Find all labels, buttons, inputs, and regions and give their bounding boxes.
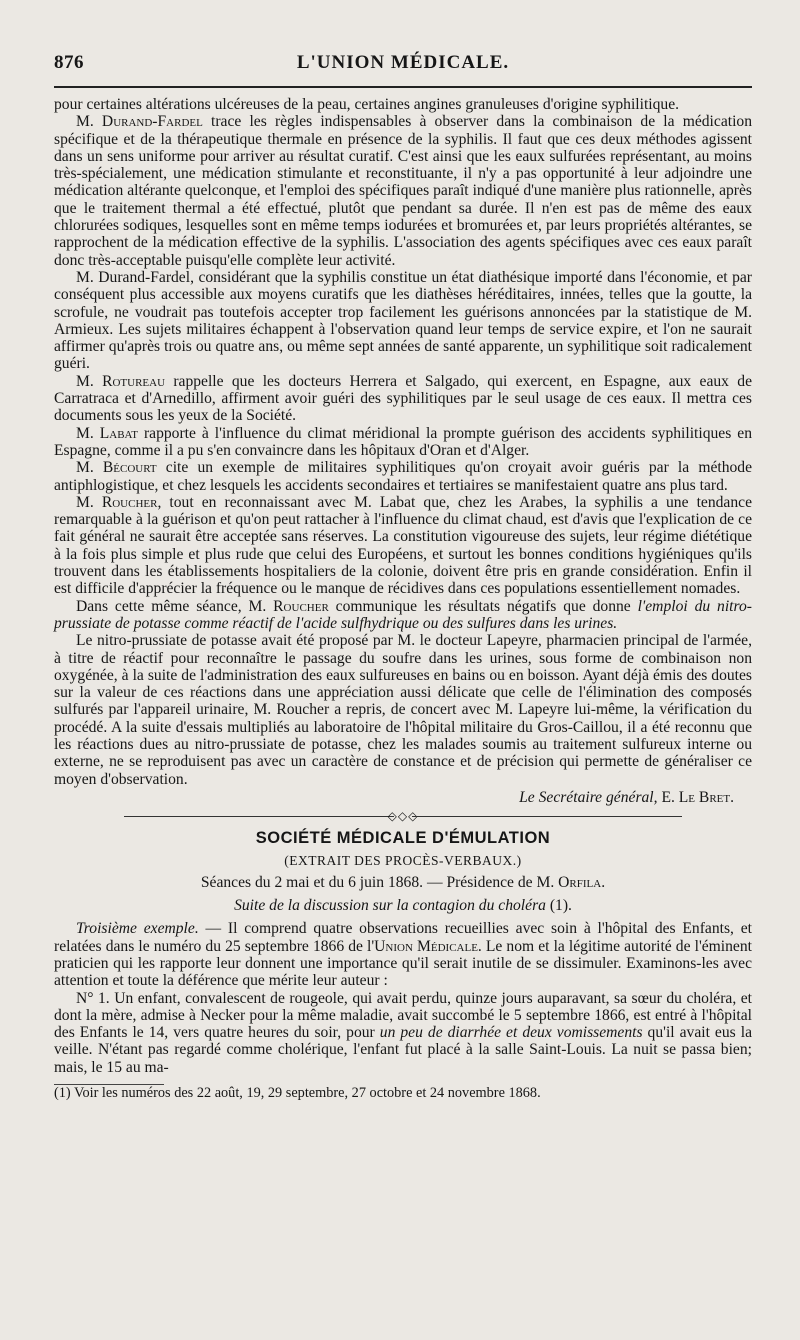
paragraph-text: , tout en reconnaissant avec M. Labat que, chez les Arabes, la syphilis a une tendance remarquable à la guérison et qu'on peut rattacher à l'influence du climat chaud, est d'avis que l'explication de ce fait général ne saurait être acceptée sans réserves. La constitution vigoureuse des sujets, leur régime diététique à la fois plus simple et plus rude que celui des Européens, et surtout les bonnes conditions hygiéniques qu'ils trouvent dans les établissements hospitaliers de la colonie, doivent être pris en grande considération. Enfin il est difficile d'apprécier la fréquence ou le manque de récidives dans ces populations essentiellement nomades.	[54, 493, 752, 598]
speaker-name: M. Roucher	[76, 493, 158, 511]
paragraph-text: rapporte à l'influence du climat méridional la prompte guérison des accidents syphilitiques en Espagne, comme il a pu s'en convaincre dans les hôpitaux d'Oran et d'Alger.	[54, 424, 752, 459]
speaker-name: M. Labat	[76, 424, 138, 442]
section-subtitle: (EXTRAIT DES PROCÈS-VERBAUX.)	[284, 853, 522, 869]
session-text-end: .	[601, 873, 606, 891]
discussion-title	[54, 897, 752, 914]
paragraph-text: communique les résultats négatifs que donne	[328, 597, 638, 615]
footnote: (1) Voir les numéros des 22 août, 19, 29 septembre, 27 octobre et 24 novembre 1868.	[54, 1085, 541, 1102]
paragraph-text: trace les règles indispensables à observer dans la combinaison de la médication spécifique et de la thérapeutique thermale en présence de la syphilis. Il faut que ces deux méthodes agissent dans un sens uniforme pour arriver au résultat curatif. C'est ainsi que les eaux sulfurées représentant, au moins très-spécialement, une médication stimulante et reconstituante, il n'y a pas opportunité à leur adjoindre une médication altérante quelconque, et l'emploi des spécifiques paraît indiqué d'une manière plus rationnelle, après que le traitement thermal a été effectué, plutôt que pendant sa durée. Il n'en est pas de même des eaux chlorurées sodiques, lesquelles sont en même temps iodurées et bromurées et, par leurs propriétés altérantes, se rapprochent de la médication effective de la syphilis. L'association des agents spécifiques avec ces eaux paraît donc très-acceptable puisqu'elle complète leur activité.	[54, 113, 752, 269]
speaker-name: M. Rotureau	[76, 372, 166, 390]
session-text: Séances du 2 mai et du 6 juin 1868. — Présidence de M.	[200, 873, 559, 891]
journal-title: L'UNION MÉDICALE.	[296, 52, 510, 73]
paragraph-text: Dans cette même séance, M.	[76, 597, 274, 615]
paragraph-troisieme-exemple	[54, 920, 752, 989]
divider-line-right	[412, 816, 682, 817]
italic-phrase: un peu de diarrhée et deux vomissements	[379, 1024, 643, 1042]
speaker-name: M. Durand-Fardel	[76, 113, 203, 131]
example-label: Troisième exemple.	[76, 920, 199, 938]
paragraph-text: rappelle que les docteurs Herrera et Salgado, qui exercent, en Espagne, aux eaux de Carratraca et d'Arnedillo, affirment avoir guéri des syphilitiques par le seul usage de ces eaux. Il mettra ces documents sous les yeux de la Société.	[54, 372, 752, 425]
session-line	[54, 874, 752, 891]
paragraph-nitro-prussiate: Le nitro-prussiate de potasse avait été proposé par M. le docteur Lapeyre, pharmacien principal de l'armée, à titre de réactif pour reconnaître le passage du soufre dans les urines, sous forme de combinaison non oxygénée, à la suite de l'administration des eaux sulfureuses en bains ou en boisson. Ayant déjà émis des doutes sur la valeur de ces réactions dans une appréciation aussi délicate que celle de l'élimination des composés sulfurés par l'appareil urinaire, M. Roucher a repris, de concert avec M. Lapeyre lui-même, la vérification du procédé. A la suite d'essais multipliés au laboratoire de l'hôpital militaire du Gros-Caillou, il a été reconnu que les réactions dues au nitro-prussiate de potasse, chez les malades soumis au traitement sulfureux interne ou externe, ne se reproduisent pas avec un caractère de constance et de précision qui permette de généraliser ce moyen d'observation.	[54, 632, 752, 788]
divider-line-left	[124, 816, 394, 817]
paragraph-seance	[54, 598, 752, 633]
signature-role: Le Secrétaire général,	[519, 788, 658, 806]
paragraph-continuation: pour certaines altérations ulcéreuses de la peau, certaines angines granuleuses d'origine syphilitique.	[54, 96, 680, 113]
paragraph-text: cite un exemple de militaires syphilitiques qu'on croyait avoir guéris par la méthode antiphlogistique, et chez lesquels les accidents secondaires et tertiaires se manifestaient quatre ans plus tard.	[54, 459, 753, 494]
speaker-name: Roucher	[273, 597, 329, 615]
paragraph-text: qu'il avait eus la veille. N'étant pas regardé comme cholérique, l'enfant fut placé à la salle Saint-Louis. La nuit se passa bien; mais, le 15 au ma-	[54, 1024, 752, 1076]
president-name: Orfila	[558, 873, 602, 891]
paragraph-text: — Il comprend quatre observations recueillies avec soin à l'hôpital des Enfants, et relatées dans le numéro du 25 septembre 1866 de l'	[54, 920, 752, 955]
speaker-name: M. Bécourt	[76, 459, 157, 477]
signature-name: Le Bret.	[678, 788, 734, 806]
paragraph-becourt	[54, 459, 752, 494]
footnote-ref: (1).	[545, 897, 572, 915]
italic-phrase: l'emploi du nitro-prussiate de potasse comme réactif de l'acide sulfhydrique ou des sulfures dans les urines.	[54, 597, 752, 632]
paragraph-text: N° 1. Un enfant, convalescent de rougeole, qui avait perdu, quinze jours auparavant, sa sœur du choléra, et dont la mère, admise à Necker pour la même maladie, avait succombé le 5 septembre 1866, est entré à l'hôpital des Enfants le 14, vers quatre heures du soir, pour	[54, 989, 752, 1042]
section-divider-ornament	[54, 809, 752, 824]
signature-initial: E.	[661, 788, 679, 806]
page-number: 876	[54, 52, 84, 73]
discussion-title-text: Suite de la discussion sur la contagion du choléra	[234, 897, 546, 915]
running-head	[54, 52, 752, 78]
paragraph-roucher	[54, 494, 752, 598]
signature	[54, 789, 752, 806]
paragraph-durand-fardel-2: M. Durand-Fardel, considérant que la syphilis constitue un état diathésique importé dans l'économie, et par conséquent plus accessible aux moyens curatifs que les diathèses héréditaires, innées, telles que la goutte, la scrofule, ne voudrait pas toutefois accepter trop facilement les guérisons annoncées par la statistique de M. Armieux. Les sujets militaires échappent à l'observation quand leur temps de service expire, et l'on ne saurait affirmer qu'après trois ou quatre ans, ou même sept années de santé apparente, un syphilitique soit radicalement guéri.	[54, 268, 752, 373]
journal-reference: Union Médicale	[374, 937, 478, 955]
divider-center-ornament: ◇◇◇	[387, 809, 419, 824]
section-title: SOCIÉTÉ MÉDICALE D'ÉMULATION	[255, 829, 551, 848]
body-text	[54, 96, 752, 1102]
paragraph-rotureau	[54, 373, 752, 425]
header-rule	[54, 86, 752, 88]
paragraph-durand-fardel-1	[54, 113, 752, 269]
paragraph-labat	[54, 425, 752, 460]
paragraph-observation-1	[54, 990, 752, 1076]
paragraph-text: . Le nom et la légitime autorité de l'éminent praticien qui les rapporte leur donnent une importance qu'il serait inutile de se dissimuler. Examinons-les avec attention et toute la déférence que mérite leur auteur :	[54, 937, 752, 990]
